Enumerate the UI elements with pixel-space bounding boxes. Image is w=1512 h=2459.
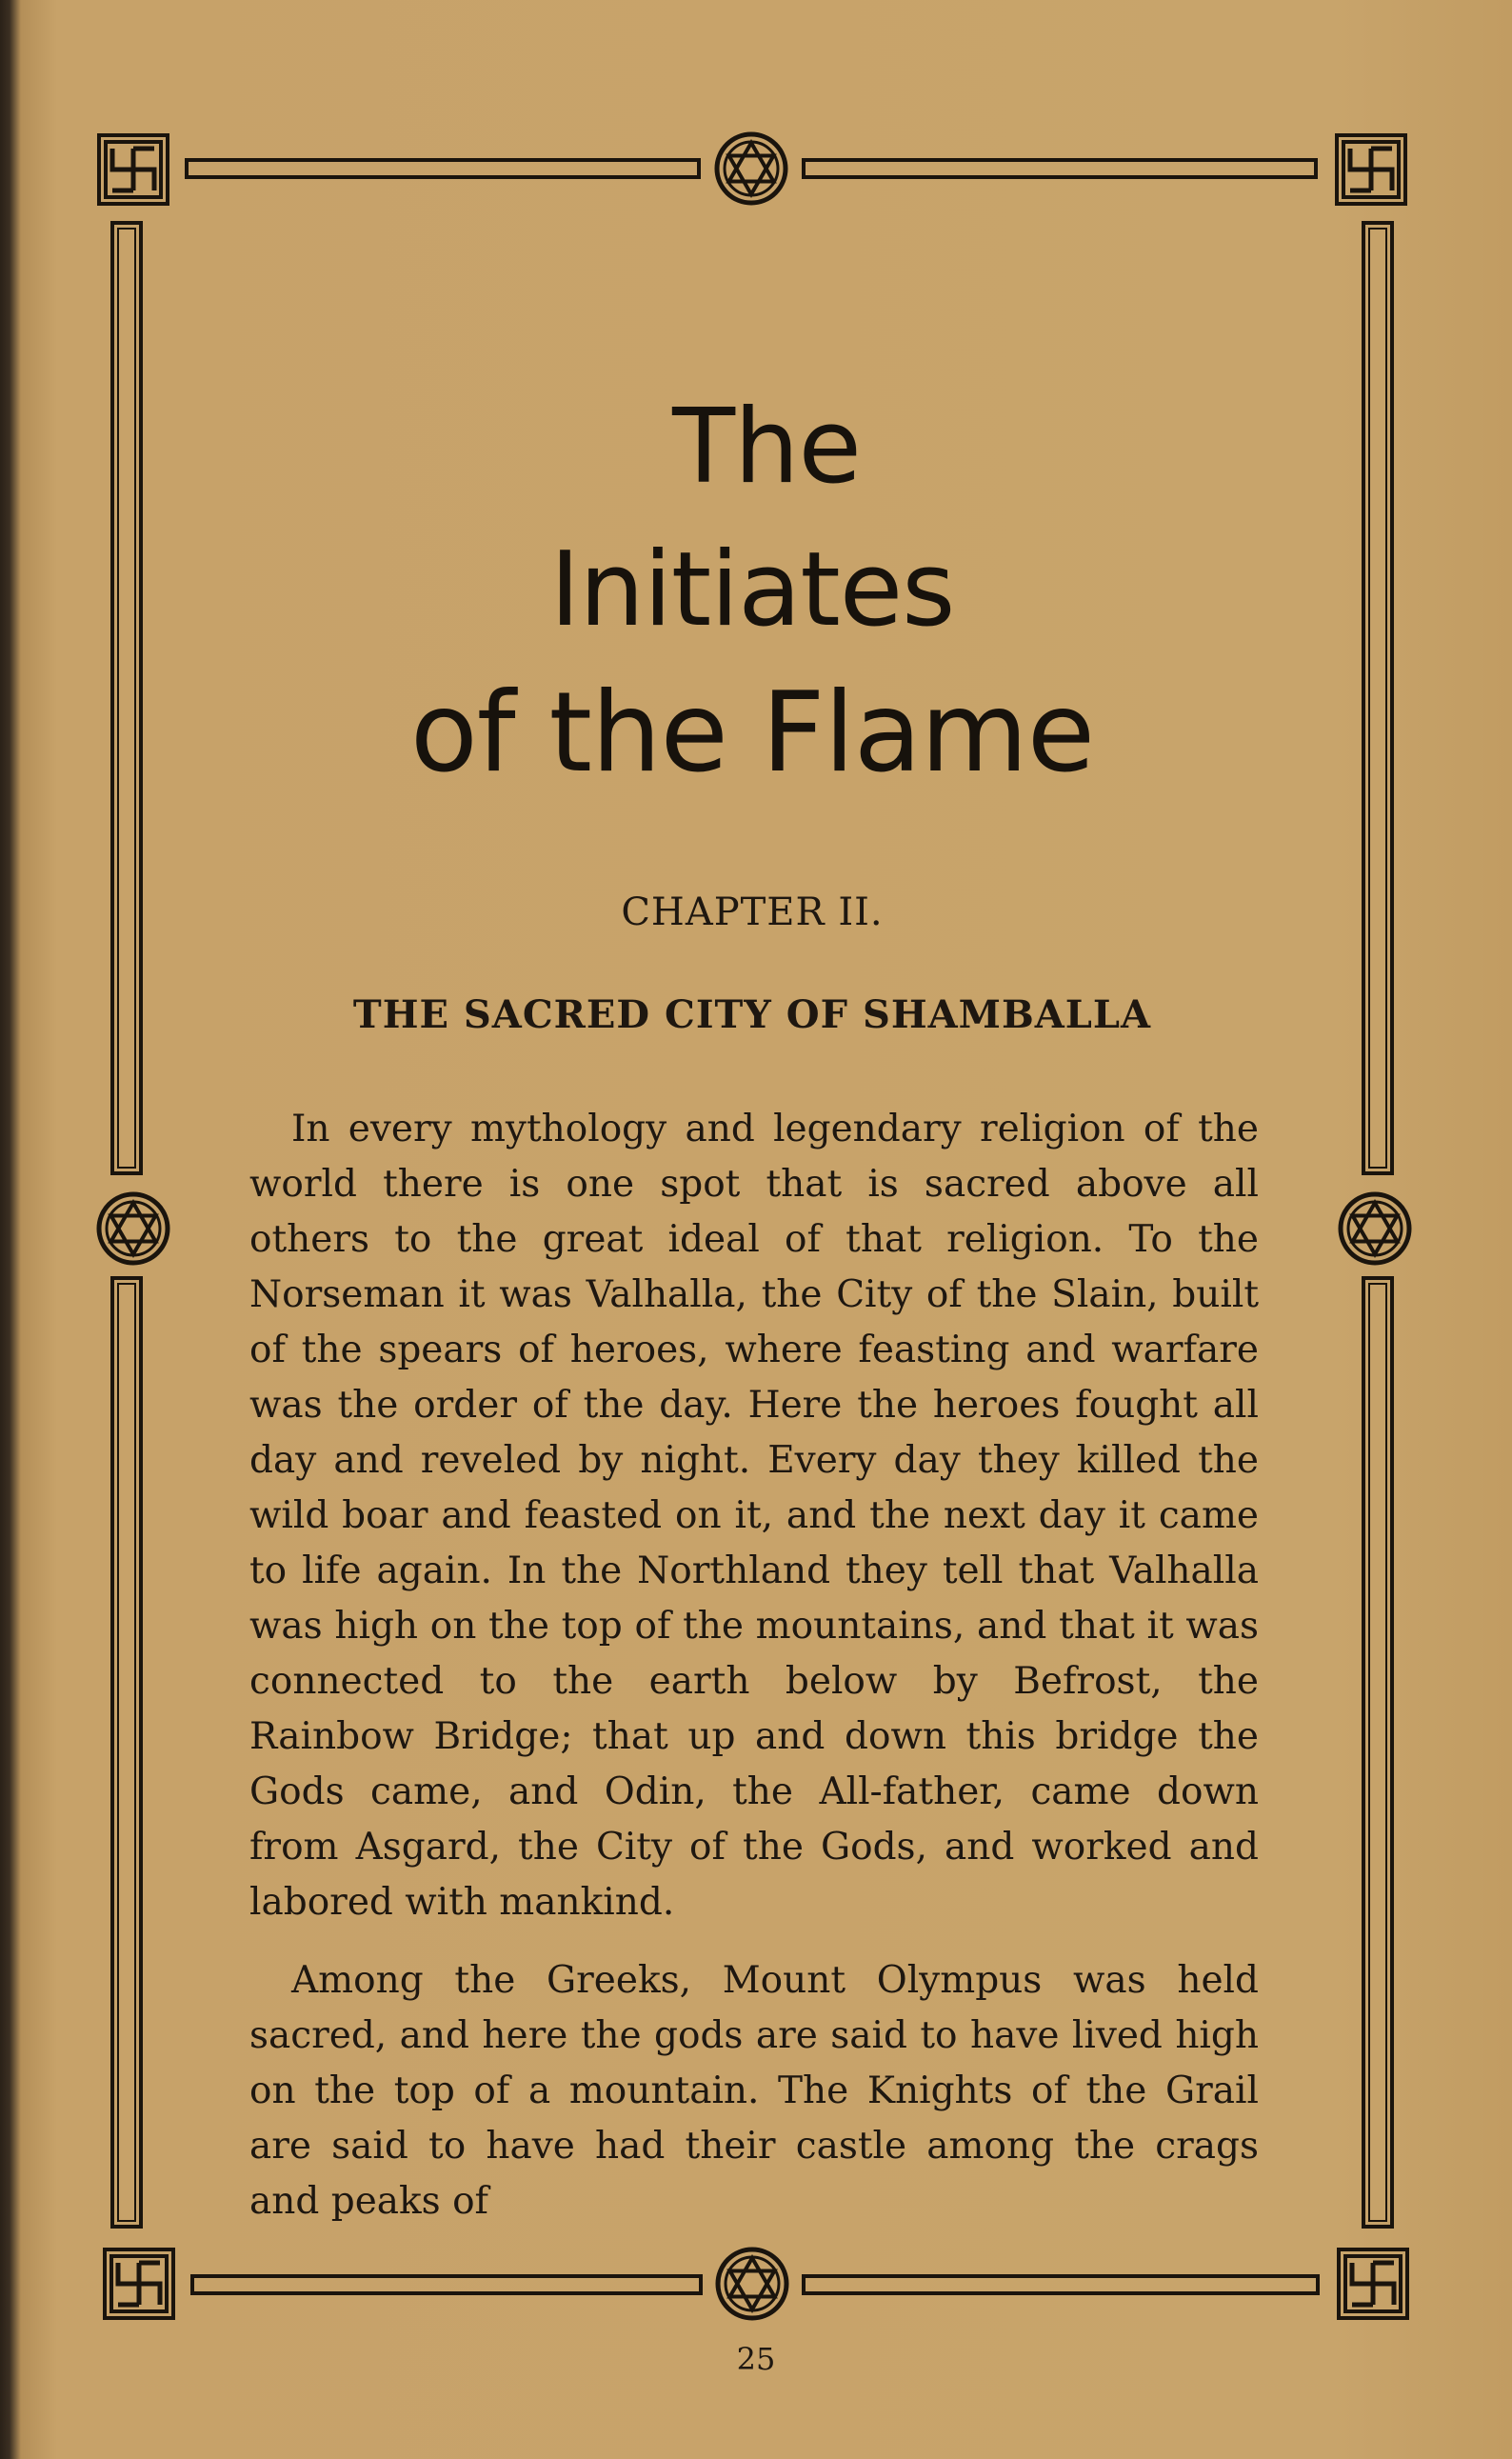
hexagram-medallion-icon [717, 134, 786, 203]
swastika-icon [105, 2249, 173, 2318]
swastika-icon [99, 135, 168, 204]
swastika-icon [1339, 2249, 1407, 2318]
chapter-label: CHAPTER II. [621, 890, 884, 934]
page-number: 25 [736, 2341, 776, 2377]
body-text [249, 1102, 1259, 2252]
paragraph: Among the Greeks, Mount Olympus was held sacred, and here the gods are said to have lived high on the top of a mountain. The Knights of the Grail are said to have had their castle among the crags and peaks of [249, 1959, 1259, 2223]
hexagram-medallion-icon [718, 2249, 786, 2318]
swastika-icon [1337, 135, 1405, 204]
title-line-1: The [672, 388, 861, 507]
chapter-title: THE SACRED CITY OF SHAMBALLA [352, 992, 1152, 1037]
book-title [362, 376, 1143, 805]
title-line-2: Initiates [549, 530, 955, 650]
hexagram-medallion-icon [99, 1194, 168, 1263]
hexagram-medallion-icon [1341, 1194, 1409, 1263]
paragraph: In every mythology and legendary religion of the world there is one spot that is sacred above all others to the great ideal of that religion. To the Norseman it was Valhalla, the City of the Slain, built of the spears of heroes, where feasting and warfare was the order of the day. Here the heroes fought all day and reveled by night. Every day they killed the wild boar and feasted on it, and the next day it came to life again. In the Northland they tell that Valhalla was high on the top of the mountains, and that it was connected to the earth below by Befrost, the Rainbow Bridge; that up and down this bridge the Gods came, and Odin, the All-father, came down from Asgard, the City of the Gods, and worked and labored with mankind. [249, 1108, 1259, 1924]
title-line-3: of the Flame [409, 669, 1095, 797]
